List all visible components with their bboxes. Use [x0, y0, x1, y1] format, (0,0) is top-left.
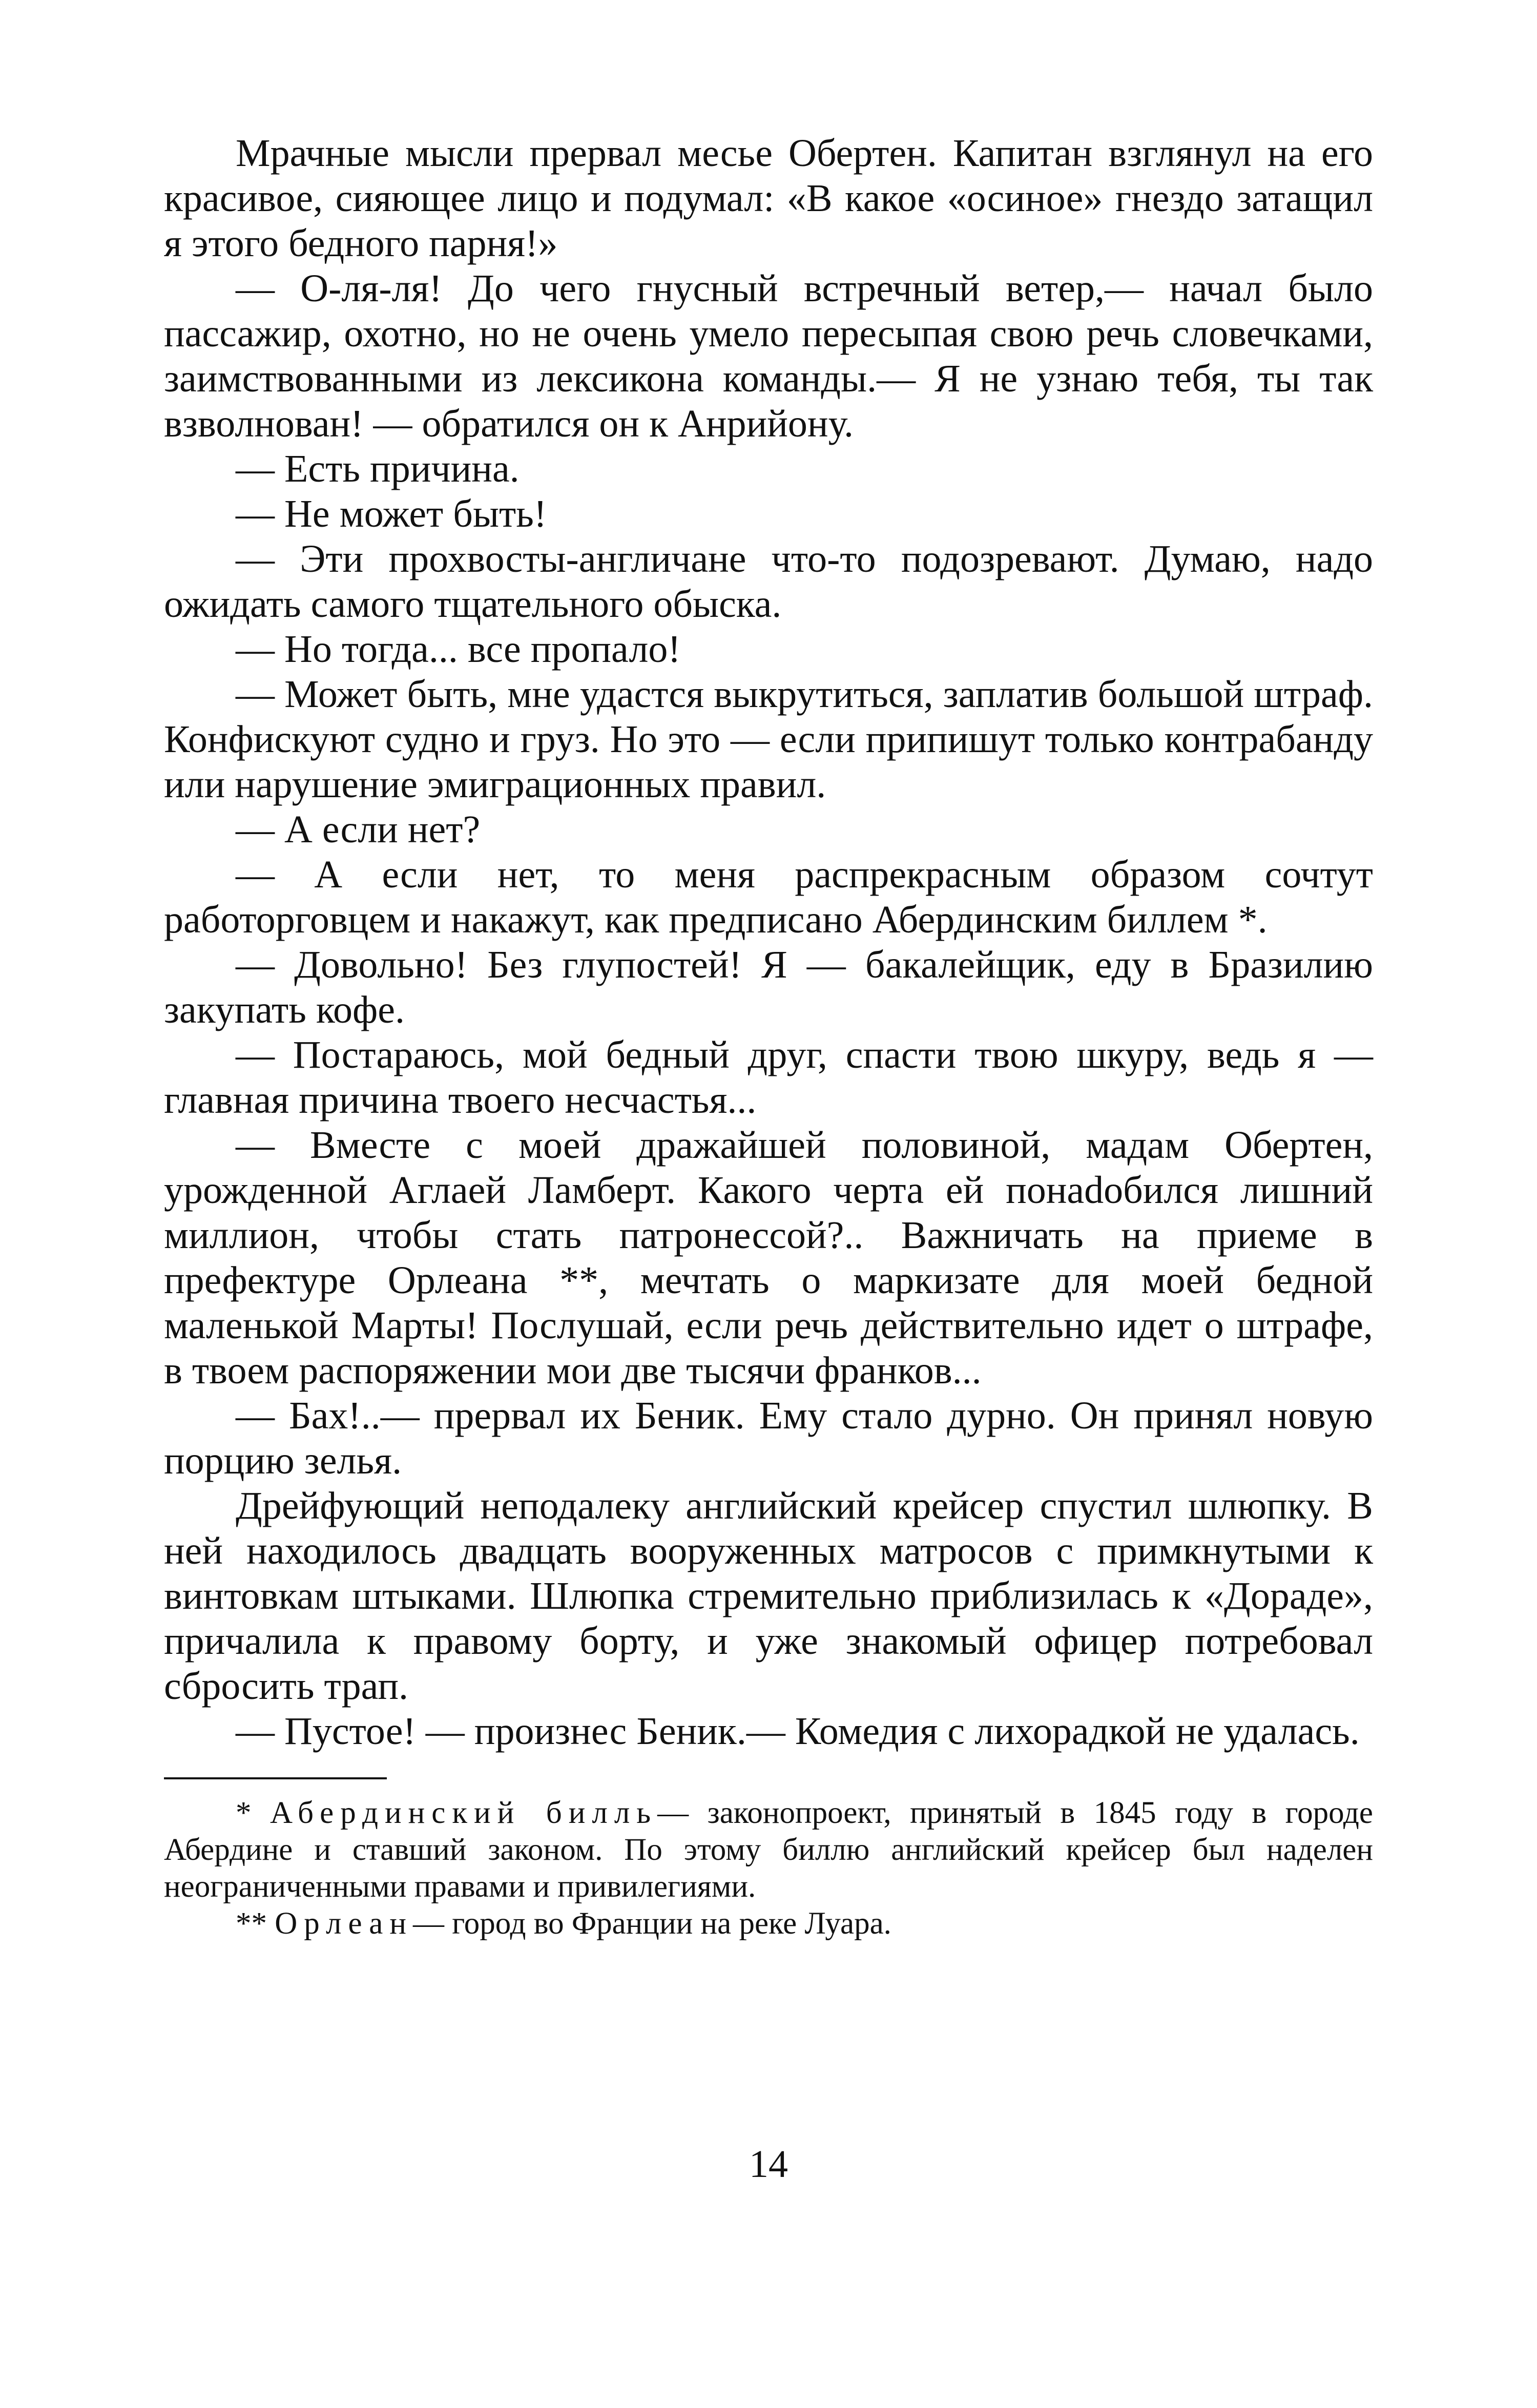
footnote-divider	[164, 1777, 387, 1779]
paragraph: Дрейфующий неподалеку английский крейсер спустил шлюпку. В ней находилось двадцать вооруженных матросов с примкнутыми к винтовкам штыками. Шлюпка стремительно приблизилась к «Дораде», причалила к правому борту, и уже знакомый офицер потребовал сбросить трап.	[164, 1484, 1373, 1708]
paragraph: — Есть причина.	[236, 447, 520, 490]
footnote-text: — город во Франции на реке Луара.	[412, 1906, 891, 1941]
page-number: 14	[749, 2143, 788, 2186]
paragraph: — О-ля-ля! До чего гнусный встречный ветер,— начал было пассажир, охотно, но не очень умело пересыпая свою речь словечками, заимствованными из лексикона команды.— Я не узнаю тебя, ты так взволнован! — обратился он к Анрийону.	[164, 267, 1373, 445]
footnote	[164, 1905, 1373, 1942]
paragraph: — Эти прохвосты-англичане что-то подозревают. Думаю, надо ожидать самого тщательного обыска.	[164, 537, 1373, 626]
paragraph: — А если нет?	[236, 808, 481, 851]
page	[164, 131, 1373, 1942]
footnote-term: Орлеан	[275, 1906, 413, 1941]
footnote-term: Абердинский билль	[269, 1796, 658, 1830]
paragraph: — Но тогда... все пропало!	[236, 628, 681, 671]
footnote-marker: *	[236, 1796, 252, 1830]
paragraph: — Может быть, мне удастся выкрутиться, заплатив большой штраф. Конфискуют судно и груз. Но это — если припишут только контрабанду или нарушение эмиграционных правил.	[164, 673, 1373, 806]
paragraph: Мрачные мысли прервал месье Обертен. Капитан взглянул на его красивое, сияющее лицо и подумал: «В какое «осиное» гнездо затащил я этого бедного парня!»	[164, 132, 1373, 265]
footnote-marker: **	[236, 1906, 267, 1941]
paragraph: — Довольно! Без глупостей! Я — бакалейщик, еду в Бразилию закупать кофе.	[164, 943, 1373, 1031]
footnote	[164, 1795, 1373, 1905]
paragraph: — Вместе с моей дражайшей половиной, мадам Обертен, урожденной Аглаей Ламберт. Какого черта ей понаdобился лишний миллион, чтобы стать патронессой?.. Важничать на приеме в префектуре Орлеана **, мечтать о маркизате для моей бедной маленькой Марты! Послушай, если речь действительно идет о штрафе, в твоем распоряжении мои две тысячи франков...	[164, 1124, 1373, 1392]
footnotes	[164, 1795, 1373, 1942]
paragraph: — Бах!..— прервал их Беник. Ему стало дурно. Он принял новую порцию зелья.	[164, 1394, 1373, 1482]
paragraph: — Постараюсь, мой бедный друг, спасти твою шкуру, ведь я — главная причина твоего несчастья...	[164, 1033, 1373, 1122]
paragraph: — А если нет, то меня распрекрасным образом сочтут работорговцем и накажут, как предписано Абердинским биллем *.	[164, 853, 1373, 941]
footnote-text: — законопроект, принятый в 1845 году в городе Абердине и ставший законом. По этому биллю английский крейсер был наделен неограниченными правами и привилегиями.	[164, 1796, 1373, 1904]
paragraph: — Пустое! — произнес Беник.— Комедия с лихорадкой не удалась.	[236, 1710, 1360, 1753]
main-text	[164, 131, 1373, 1754]
paragraph: — Не может быть!	[236, 492, 547, 535]
